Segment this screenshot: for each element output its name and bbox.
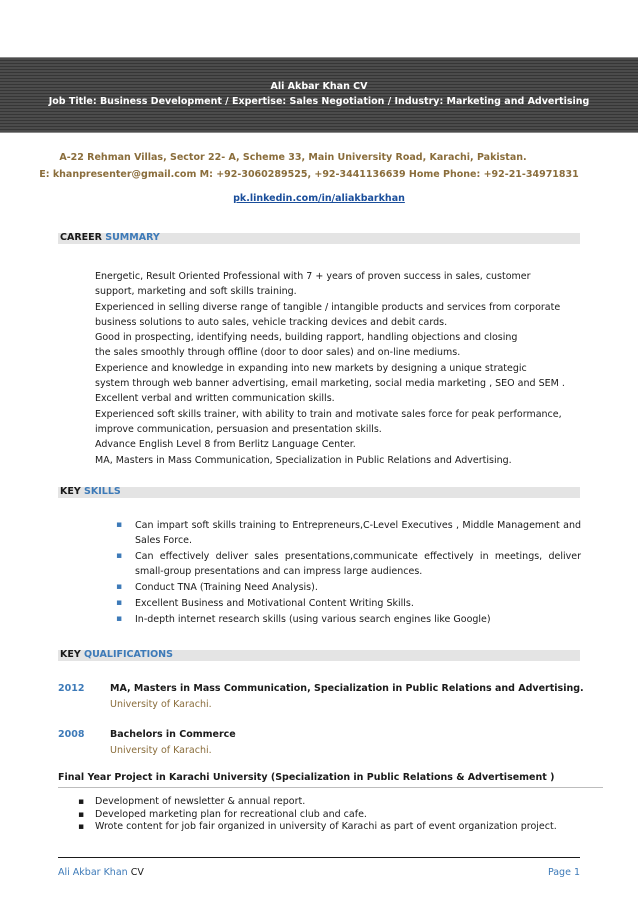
linkedin-row	[0, 186, 638, 205]
bullet-icon: ▪	[78, 809, 85, 820]
summary-line: improve communication, persuasion and presentation skills.	[95, 423, 382, 435]
qualification-year: 2012	[58, 683, 85, 694]
heading-qualifications: QUALIFICATIONS	[84, 649, 173, 660]
section-header-career-summary	[58, 233, 580, 244]
job-title-line: Job Title: Business Development / Expertise: Sales Negotiation / Industry: Marketing and Advertising	[48, 96, 590, 107]
footer-name: Ali Akbar Khan	[58, 867, 128, 878]
career-summary-list	[95, 269, 585, 468]
header-bottom-line	[0, 132, 638, 133]
linkedin-link[interactable]: pk.linkedin.com/in/aliakbarkhan	[233, 193, 405, 204]
email-phone: E: khanpresenter@gmail.com M: +92-3060289525, +92-3441136639 Home Phone: +92-21-34971831	[39, 169, 579, 180]
summary-line: Experience and knowledge in expanding into new markets by designing a unique strategic	[95, 362, 527, 374]
footer-divider	[58, 857, 580, 858]
cv-name: Ali Akbar Khan CV	[270, 81, 368, 92]
summary-line: MA, Masters in Mass Communication, Specialization in Public Relations and Advertising.	[95, 454, 512, 466]
summary-line: business solutions to auto sales, vehicle tracking devices and debit cards.	[95, 316, 448, 328]
summary-line: system through web banner advertising, email marketing, social media marketing , SEO and SEM .	[95, 378, 565, 390]
summary-line: Excellent verbal and written communication skills.	[95, 393, 335, 405]
heading-skills: SKILLS	[84, 486, 121, 497]
qualification-degree: Bachelors in Commerce	[110, 729, 236, 740]
page-number: Page 1	[547, 867, 580, 878]
project-item: ▪ Development of newsletter & annual report.	[78, 796, 306, 807]
skill-item: ▪ In-depth internet research skills (using various search engines like Google)	[116, 614, 491, 625]
skill-item: ▪ Can effectively deliver sales presentations,communicate effectively in meetings, deliver small-group presentations and can impress large audiences.	[116, 551, 581, 577]
address: A-22 Rehman Villas, Sector 22- A, Scheme 33, Main University Road, Karachi, Pakistan.	[59, 152, 527, 163]
bullet-icon: ▪	[78, 822, 85, 832]
project-item: ▪ Wrote content for job fair organized in university of Karachi as part of event organization project.	[78, 821, 557, 832]
header-band	[0, 57, 638, 133]
qualification-year: 2008	[58, 729, 85, 740]
header-top-line	[0, 57, 638, 58]
bullet-icon: ▪	[116, 551, 123, 561]
skill-item: ▪ Can impart soft skills training to Entrepreneurs,C-Level Executives , Middle Management and Sales Force.	[116, 520, 581, 546]
summary-line: the sales smoothly through offline (door to door sales) and on-line mediums.	[95, 347, 461, 359]
heading-career: CAREER	[60, 232, 102, 243]
bullet-icon: ▪	[116, 598, 123, 608]
heading-key: KEY	[60, 486, 81, 497]
skill-item: ▪ Excellent Business and Motivational Content Writing Skills.	[116, 598, 414, 609]
summary-line: Experienced in selling diverse range of tangible / intangible products and services from corporate	[95, 301, 561, 313]
final-year-project-title: Final Year Project in Karachi University (Specialization in Public Relations & Advertisement )	[58, 772, 555, 783]
summary-line: Advance English Level 8 from Berlitz Language Center.	[95, 439, 356, 451]
bullet-icon: ▪	[116, 582, 123, 592]
qualification-degree: MA, Masters in Mass Communication, Specialization in Public Relations and Advertising.	[110, 683, 584, 694]
summary-line: Experienced soft skills trainer, with ability to train and motivate sales force for peak performance,	[95, 408, 562, 420]
final-year-project-list	[78, 796, 557, 834]
summary-line: Energetic, Result Oriented Professional with 7 + years of proven success in sales, customer	[95, 271, 531, 282]
section-header-key-qualifications	[58, 650, 580, 661]
project-item: ▪ Developed marketing plan for recreational club and cafe.	[78, 808, 367, 820]
footer-left	[58, 867, 144, 878]
bullet-icon: ▪	[116, 614, 123, 624]
heading-summary: SUMMARY	[105, 232, 160, 243]
divider	[58, 787, 603, 788]
skill-item: ▪ Conduct TNA (Training Need Analysis).	[116, 582, 318, 593]
qualification-university: University of Karachi.	[110, 699, 212, 710]
qualification-university: University of Karachi.	[110, 745, 212, 756]
footer-cv: CV	[130, 867, 144, 878]
bullet-icon: ▪	[78, 797, 85, 807]
summary-line: support, marketing and soft skills training.	[95, 286, 297, 298]
heading-key: KEY	[60, 649, 81, 660]
summary-line: Good in prospecting, identifying needs, building rapport, handling objections and closing	[95, 332, 518, 344]
section-header-key-skills	[58, 487, 580, 498]
bullet-icon: ▪	[116, 520, 123, 530]
key-skills-list	[116, 518, 581, 628]
